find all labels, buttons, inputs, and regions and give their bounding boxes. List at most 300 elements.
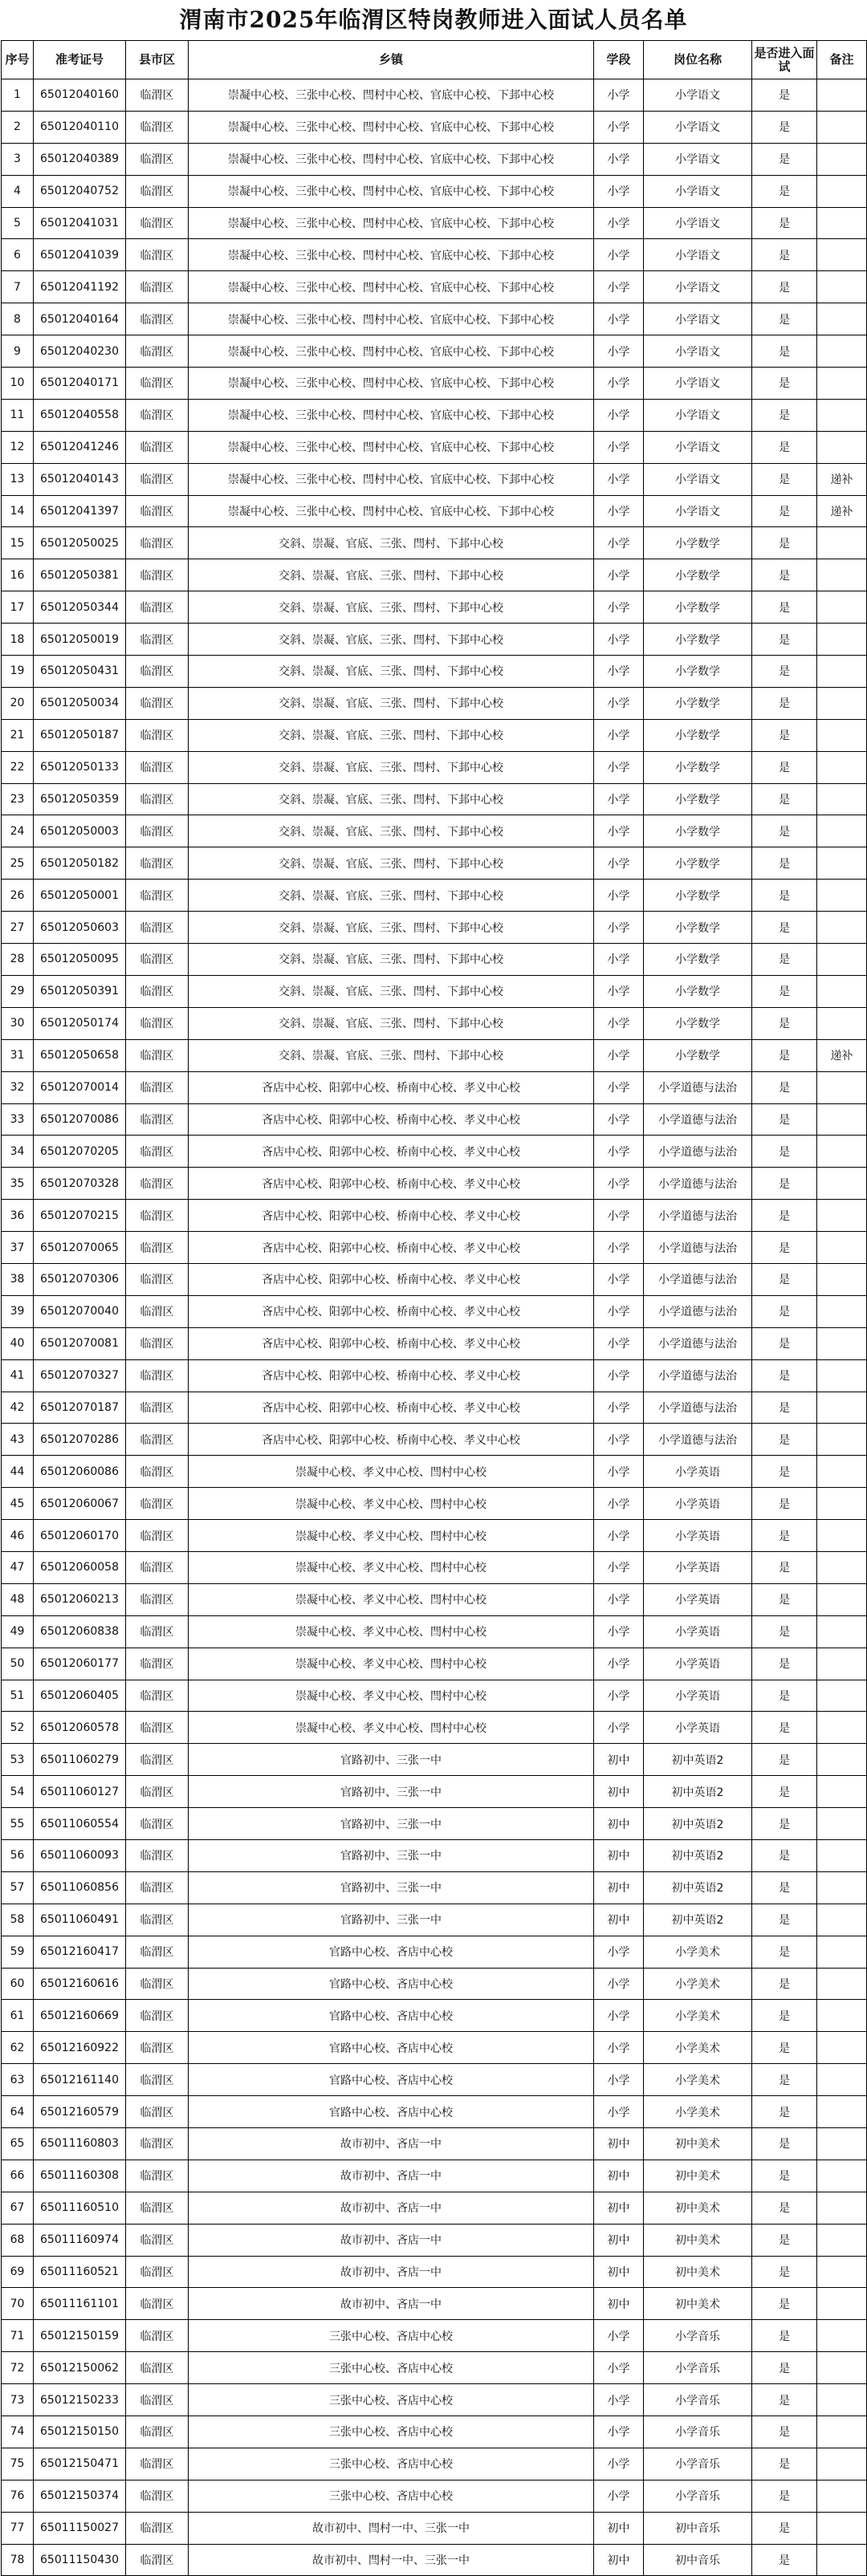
cell-stage: 小学 xyxy=(594,463,644,495)
cell-position: 小学语文 xyxy=(644,175,752,207)
table-row xyxy=(2,2544,867,2576)
cell-town: 故市初中、閆村一中、三张一中 xyxy=(189,2544,594,2576)
cell-position: 小学数学 xyxy=(644,1039,752,1071)
cell-position: 小学道德与法治 xyxy=(644,1168,752,1200)
cell-interview: 是 xyxy=(752,495,817,527)
cell-town: 官路中心校、吝店中心校 xyxy=(189,2064,594,2096)
cell-interview: 是 xyxy=(752,368,817,400)
table-row xyxy=(2,431,867,463)
cell-note xyxy=(817,79,867,112)
cell-county: 临渭区 xyxy=(126,847,189,880)
cell-note xyxy=(817,815,867,847)
cell-stage: 小学 xyxy=(594,1007,644,1039)
cell-interview: 是 xyxy=(752,1039,817,1071)
cell-note xyxy=(817,2416,867,2448)
cell-seq: 53 xyxy=(2,1744,34,1776)
cell-interview: 是 xyxy=(752,1359,817,1392)
cell-note xyxy=(817,2160,867,2192)
cell-position: 小学数学 xyxy=(644,944,752,976)
cell-exam-id: 65012060838 xyxy=(34,1615,126,1648)
cell-position: 小学道德与法治 xyxy=(644,1424,752,1456)
cell-stage: 小学 xyxy=(594,783,644,815)
cell-exam-id: 65011060554 xyxy=(34,1808,126,1840)
table-row xyxy=(2,2224,867,2256)
cell-seq: 61 xyxy=(2,2000,34,2032)
cell-town: 崇凝中心校、三张中心校、閆村中心校、官底中心校、下邽中心校 xyxy=(189,335,594,368)
cell-position: 初中美术 xyxy=(644,2256,752,2288)
cell-note: 递补 xyxy=(817,495,867,527)
cell-seq: 65 xyxy=(2,2128,34,2160)
cell-seq: 30 xyxy=(2,1007,34,1039)
cell-stage: 小学 xyxy=(594,2320,644,2352)
cell-seq: 46 xyxy=(2,1520,34,1552)
cell-note xyxy=(817,751,867,783)
cell-seq: 45 xyxy=(2,1488,34,1520)
cell-seq: 27 xyxy=(2,912,34,944)
cell-exam-id: 65012150471 xyxy=(34,2448,126,2480)
cell-position: 小学美术 xyxy=(644,2000,752,2032)
cell-stage: 初中 xyxy=(594,1839,644,1871)
cell-seq: 62 xyxy=(2,2032,34,2064)
cell-position: 小学语文 xyxy=(644,495,752,527)
cell-note xyxy=(817,1327,867,1359)
cell-note xyxy=(817,2224,867,2256)
cell-county: 临渭区 xyxy=(126,271,189,303)
cell-note xyxy=(817,1776,867,1808)
cell-seq: 56 xyxy=(2,1839,34,1871)
cell-note xyxy=(817,1839,867,1871)
cell-note xyxy=(817,1232,867,1264)
cell-county: 临渭区 xyxy=(126,1871,189,1904)
cell-stage: 小学 xyxy=(594,2352,644,2384)
cell-exam-id: 65012070328 xyxy=(34,1168,126,1200)
cell-exam-id: 65012060578 xyxy=(34,1712,126,1744)
table-row xyxy=(2,1039,867,1071)
cell-interview: 是 xyxy=(752,1200,817,1232)
table-row xyxy=(2,815,867,847)
cell-interview: 是 xyxy=(752,527,817,559)
table-row xyxy=(2,143,867,175)
cell-seq: 69 xyxy=(2,2256,34,2288)
cell-position: 小学英语 xyxy=(644,1583,752,1615)
cell-county: 临渭区 xyxy=(126,2320,189,2352)
table-row xyxy=(2,1839,867,1871)
cell-county: 临渭区 xyxy=(126,1776,189,1808)
cell-interview: 是 xyxy=(752,2000,817,2032)
cell-seq: 17 xyxy=(2,591,34,624)
cell-interview: 是 xyxy=(752,2480,817,2512)
cell-interview: 是 xyxy=(752,1648,817,1680)
cell-exam-id: 65012050034 xyxy=(34,687,126,719)
cell-interview: 是 xyxy=(752,2288,817,2320)
cell-interview: 是 xyxy=(752,335,817,368)
table-row xyxy=(2,2128,867,2160)
cell-note xyxy=(817,1295,867,1327)
cell-town: 崇凝中心校、三张中心校、閆村中心校、官底中心校、下邽中心校 xyxy=(189,463,594,495)
cell-interview: 是 xyxy=(752,271,817,303)
cell-county: 临渭区 xyxy=(126,1039,189,1071)
cell-county: 临渭区 xyxy=(126,2224,189,2256)
cell-stage: 小学 xyxy=(594,559,644,591)
cell-stage: 初中 xyxy=(594,2160,644,2192)
cell-interview: 是 xyxy=(752,239,817,271)
cell-stage: 小学 xyxy=(594,1136,644,1168)
cell-note xyxy=(817,1456,867,1488)
cell-interview: 是 xyxy=(752,624,817,656)
cell-note xyxy=(817,1551,867,1583)
cell-exam-id: 65012050391 xyxy=(34,975,126,1007)
cell-interview: 是 xyxy=(752,1839,817,1871)
cell-position: 小学音乐 xyxy=(644,2352,752,2384)
cell-interview: 是 xyxy=(752,399,817,431)
cell-interview: 是 xyxy=(752,2352,817,2384)
cell-note xyxy=(817,2384,867,2416)
cell-county: 临渭区 xyxy=(126,2416,189,2448)
cell-seq: 51 xyxy=(2,1680,34,1712)
cell-town: 崇凝中心校、三张中心校、閆村中心校、官底中心校、下邽中心校 xyxy=(189,239,594,271)
cell-interview: 是 xyxy=(752,2160,817,2192)
cell-town: 官路初中、三张一中 xyxy=(189,1839,594,1871)
table-row xyxy=(2,912,867,944)
cell-note xyxy=(817,2352,867,2384)
cell-stage: 小学 xyxy=(594,239,644,271)
cell-seq: 32 xyxy=(2,1071,34,1103)
table-row xyxy=(2,1071,867,1103)
table-row xyxy=(2,368,867,400)
cell-stage: 小学 xyxy=(594,719,644,751)
cell-exam-id: 65011161101 xyxy=(34,2288,126,2320)
cell-exam-id: 65012050003 xyxy=(34,815,126,847)
cell-town: 交斜、崇凝、官底、三张、閆村、下邽中心校 xyxy=(189,975,594,1007)
cell-position: 小学数学 xyxy=(644,1007,752,1039)
cell-county: 临渭区 xyxy=(126,2192,189,2224)
cell-note xyxy=(817,559,867,591)
cell-county: 临渭区 xyxy=(126,1551,189,1583)
cell-seq: 7 xyxy=(2,271,34,303)
cell-town: 崇凝中心校、孝义中心校、閆村中心校 xyxy=(189,1648,594,1680)
table-row xyxy=(2,1232,867,1264)
table-row xyxy=(2,79,867,112)
header-stage: 学段 xyxy=(594,41,644,79)
table-row xyxy=(2,1168,867,1200)
cell-position: 小学数学 xyxy=(644,527,752,559)
cell-interview: 是 xyxy=(752,751,817,783)
cell-interview: 是 xyxy=(752,1424,817,1456)
cell-note xyxy=(817,1007,867,1039)
cell-seq: 78 xyxy=(2,2544,34,2576)
cell-note xyxy=(817,239,867,271)
cell-town: 交斜、崇凝、官底、三张、閆村、下邽中心校 xyxy=(189,656,594,688)
cell-position: 小学数学 xyxy=(644,591,752,624)
cell-town: 崇凝中心校、三张中心校、閆村中心校、官底中心校、下邽中心校 xyxy=(189,495,594,527)
cell-note xyxy=(817,847,867,880)
cell-seq: 8 xyxy=(2,303,34,335)
cell-exam-id: 65012050133 xyxy=(34,751,126,783)
cell-seq: 18 xyxy=(2,624,34,656)
table-row xyxy=(2,2192,867,2224)
cell-interview: 是 xyxy=(752,2032,817,2064)
cell-town: 吝店中心校、阳郭中心校、桥南中心校、孝义中心校 xyxy=(189,1327,594,1359)
cell-interview: 是 xyxy=(752,2384,817,2416)
cell-stage: 小学 xyxy=(594,303,644,335)
cell-seq: 77 xyxy=(2,2512,34,2544)
cell-note xyxy=(817,1200,867,1232)
cell-position: 小学英语 xyxy=(644,1456,752,1488)
cell-stage: 小学 xyxy=(594,368,644,400)
cell-county: 临渭区 xyxy=(126,559,189,591)
cell-seq: 50 xyxy=(2,1648,34,1680)
cell-exam-id: 65012070014 xyxy=(34,1071,126,1103)
cell-exam-id: 65012070327 xyxy=(34,1359,126,1392)
cell-position: 小学英语 xyxy=(644,1648,752,1680)
cell-county: 临渭区 xyxy=(126,207,189,239)
cell-county: 临渭区 xyxy=(126,1071,189,1103)
cell-seq: 44 xyxy=(2,1456,34,1488)
table-row xyxy=(2,2288,867,2320)
cell-stage: 小学 xyxy=(594,751,644,783)
table-row xyxy=(2,2064,867,2096)
table-row xyxy=(2,2032,867,2064)
cell-exam-id: 65012040143 xyxy=(34,463,126,495)
cell-town: 交斜、崇凝、官底、三张、閆村、下邽中心校 xyxy=(189,880,594,912)
cell-note xyxy=(817,1744,867,1776)
cell-county: 临渭区 xyxy=(126,2352,189,2384)
cell-note xyxy=(817,368,867,400)
cell-position: 小学美术 xyxy=(644,1968,752,2000)
cell-interview: 是 xyxy=(752,2192,817,2224)
cell-county: 临渭区 xyxy=(126,815,189,847)
cell-county: 临渭区 xyxy=(126,1136,189,1168)
cell-exam-id: 65012050431 xyxy=(34,656,126,688)
cell-position: 小学道德与法治 xyxy=(644,1392,752,1424)
candidate-table xyxy=(1,40,867,2576)
cell-position: 小学美术 xyxy=(644,2064,752,2096)
cell-seq: 67 xyxy=(2,2192,34,2224)
cell-stage: 初中 xyxy=(594,1776,644,1808)
table-row xyxy=(2,1136,867,1168)
cell-stage: 小学 xyxy=(594,944,644,976)
table-row xyxy=(2,1392,867,1424)
cell-stage: 小学 xyxy=(594,495,644,527)
table-row xyxy=(2,2512,867,2544)
cell-stage: 小学 xyxy=(594,1392,644,1424)
cell-county: 临渭区 xyxy=(126,303,189,335)
cell-position: 小学音乐 xyxy=(644,2480,752,2512)
cell-seq: 37 xyxy=(2,1232,34,1264)
table-row xyxy=(2,591,867,624)
cell-note xyxy=(817,975,867,1007)
cell-exam-id: 65012070086 xyxy=(34,1103,126,1136)
cell-county: 临渭区 xyxy=(126,1168,189,1200)
cell-exam-id: 65011060093 xyxy=(34,1839,126,1871)
cell-exam-id: 65012060086 xyxy=(34,1456,126,1488)
cell-county: 临渭区 xyxy=(126,912,189,944)
cell-note xyxy=(817,944,867,976)
cell-seq: 60 xyxy=(2,1968,34,2000)
cell-interview: 是 xyxy=(752,2416,817,2448)
cell-town: 官路中心校、吝店中心校 xyxy=(189,2032,594,2064)
cell-interview: 是 xyxy=(752,2256,817,2288)
cell-exam-id: 65012040558 xyxy=(34,399,126,431)
cell-seq: 52 xyxy=(2,1712,34,1744)
cell-exam-id: 65012050658 xyxy=(34,1039,126,1071)
table-row xyxy=(2,495,867,527)
cell-town: 官路初中、三张一中 xyxy=(189,1776,594,1808)
cell-town: 吝店中心校、阳郭中心校、桥南中心校、孝义中心校 xyxy=(189,1200,594,1232)
cell-position: 小学道德与法治 xyxy=(644,1103,752,1136)
cell-note xyxy=(817,303,867,335)
cell-seq: 76 xyxy=(2,2480,34,2512)
cell-town: 交斜、崇凝、官底、三张、閆村、下邽中心校 xyxy=(189,944,594,976)
cell-seq: 54 xyxy=(2,1776,34,1808)
cell-seq: 58 xyxy=(2,1904,34,1936)
cell-seq: 24 xyxy=(2,815,34,847)
cell-seq: 3 xyxy=(2,143,34,175)
header-town: 乡镇 xyxy=(189,41,594,79)
table-row xyxy=(2,303,867,335)
cell-position: 初中英语2 xyxy=(644,1871,752,1904)
cell-seq: 9 xyxy=(2,335,34,368)
cell-stage: 小学 xyxy=(594,1039,644,1071)
cell-position: 初中美术 xyxy=(644,2128,752,2160)
cell-town: 吝店中心校、阳郭中心校、桥南中心校、孝义中心校 xyxy=(189,1136,594,1168)
cell-county: 临渭区 xyxy=(126,2000,189,2032)
table-row xyxy=(2,1520,867,1552)
cell-stage: 小学 xyxy=(594,335,644,368)
table-row xyxy=(2,527,867,559)
cell-position: 初中英语2 xyxy=(644,1744,752,1776)
cell-interview: 是 xyxy=(752,1263,817,1295)
header-seq: 序号 xyxy=(2,41,34,79)
cell-position: 小学道德与法治 xyxy=(644,1232,752,1264)
cell-interview: 是 xyxy=(752,1007,817,1039)
cell-interview: 是 xyxy=(752,1488,817,1520)
cell-seq: 75 xyxy=(2,2448,34,2480)
cell-county: 临渭区 xyxy=(126,624,189,656)
cell-stage: 小学 xyxy=(594,1232,644,1264)
cell-stage: 小学 xyxy=(594,1200,644,1232)
cell-stage: 小学 xyxy=(594,2448,644,2480)
cell-seq: 34 xyxy=(2,1136,34,1168)
cell-town: 故市初中、吝店一中 xyxy=(189,2160,594,2192)
cell-note xyxy=(817,783,867,815)
cell-position: 初中美术 xyxy=(644,2192,752,2224)
table-row xyxy=(2,239,867,271)
cell-exam-id: 65011160510 xyxy=(34,2192,126,2224)
table-header-row xyxy=(2,41,867,79)
cell-county: 临渭区 xyxy=(126,2128,189,2160)
cell-stage: 小学 xyxy=(594,975,644,1007)
cell-county: 临渭区 xyxy=(126,2512,189,2544)
cell-stage: 小学 xyxy=(594,2000,644,2032)
cell-position: 初中音乐 xyxy=(644,2544,752,2576)
cell-position: 初中英语2 xyxy=(644,1904,752,1936)
cell-stage: 小学 xyxy=(594,2032,644,2064)
table-row xyxy=(2,1808,867,1840)
cell-seq: 25 xyxy=(2,847,34,880)
cell-stage: 小学 xyxy=(594,1712,644,1744)
cell-interview: 是 xyxy=(752,431,817,463)
cell-exam-id: 65012060170 xyxy=(34,1520,126,1552)
cell-seq: 22 xyxy=(2,751,34,783)
cell-stage: 小学 xyxy=(594,912,644,944)
table-row xyxy=(2,944,867,976)
cell-note xyxy=(817,1615,867,1648)
cell-note xyxy=(817,2288,867,2320)
cell-stage: 初中 xyxy=(594,2288,644,2320)
cell-stage: 小学 xyxy=(594,271,644,303)
cell-position: 小学数学 xyxy=(644,847,752,880)
table-row xyxy=(2,1007,867,1039)
cell-exam-id: 65011160521 xyxy=(34,2256,126,2288)
cell-seq: 72 xyxy=(2,2352,34,2384)
cell-town: 吝店中心校、阳郭中心校、桥南中心校、孝义中心校 xyxy=(189,1424,594,1456)
cell-exam-id: 65011160803 xyxy=(34,2128,126,2160)
cell-exam-id: 65012160616 xyxy=(34,1968,126,2000)
cell-town: 故市初中、吝店一中 xyxy=(189,2288,594,2320)
cell-exam-id: 65012050019 xyxy=(34,624,126,656)
cell-exam-id: 65011060279 xyxy=(34,1744,126,1776)
cell-county: 临渭区 xyxy=(126,2544,189,2576)
cell-stage: 小学 xyxy=(594,79,644,112)
cell-exam-id: 65012041031 xyxy=(34,207,126,239)
cell-county: 临渭区 xyxy=(126,527,189,559)
table-row xyxy=(2,271,867,303)
cell-interview: 是 xyxy=(752,2224,817,2256)
cell-position: 小学语文 xyxy=(644,143,752,175)
cell-position: 小学语文 xyxy=(644,111,752,143)
cell-exam-id: 65012050095 xyxy=(34,944,126,976)
cell-town: 崇凝中心校、三张中心校、閆村中心校、官底中心校、下邽中心校 xyxy=(189,431,594,463)
cell-town: 故市初中、吝店一中 xyxy=(189,2224,594,2256)
cell-seq: 42 xyxy=(2,1392,34,1424)
cell-town: 吝店中心校、阳郭中心校、桥南中心校、孝义中心校 xyxy=(189,1295,594,1327)
cell-county: 临渭区 xyxy=(126,975,189,1007)
cell-town: 三张中心校、吝店中心校 xyxy=(189,2416,594,2448)
table-row xyxy=(2,1359,867,1392)
cell-note: 递补 xyxy=(817,463,867,495)
cell-interview: 是 xyxy=(752,207,817,239)
cell-stage: 小学 xyxy=(594,1071,644,1103)
cell-town: 交斜、崇凝、官底、三张、閆村、下邽中心校 xyxy=(189,912,594,944)
cell-exam-id: 65012150150 xyxy=(34,2416,126,2448)
cell-seq: 6 xyxy=(2,239,34,271)
cell-stage: 初中 xyxy=(594,1871,644,1904)
cell-stage: 小学 xyxy=(594,687,644,719)
table-row xyxy=(2,2160,867,2192)
cell-interview: 是 xyxy=(752,1232,817,1264)
cell-town: 崇凝中心校、三张中心校、閆村中心校、官底中心校、下邽中心校 xyxy=(189,175,594,207)
cell-position: 小学英语 xyxy=(644,1680,752,1712)
cell-town: 崇凝中心校、三张中心校、閆村中心校、官底中心校、下邽中心校 xyxy=(189,79,594,112)
table-row xyxy=(2,175,867,207)
cell-stage: 小学 xyxy=(594,2096,644,2128)
cell-position: 初中音乐 xyxy=(644,2512,752,2544)
cell-stage: 小学 xyxy=(594,2480,644,2512)
cell-town: 交斜、崇凝、官底、三张、閆村、下邽中心校 xyxy=(189,591,594,624)
cell-position: 小学数学 xyxy=(644,975,752,1007)
table-row xyxy=(2,1904,867,1936)
cell-county: 临渭区 xyxy=(126,2032,189,2064)
cell-note xyxy=(817,1136,867,1168)
cell-exam-id: 65012040752 xyxy=(34,175,126,207)
cell-seq: 1 xyxy=(2,79,34,112)
table-row xyxy=(2,2448,867,2480)
cell-seq: 36 xyxy=(2,1200,34,1232)
table-row xyxy=(2,656,867,688)
cell-stage: 小学 xyxy=(594,111,644,143)
cell-interview: 是 xyxy=(752,1071,817,1103)
